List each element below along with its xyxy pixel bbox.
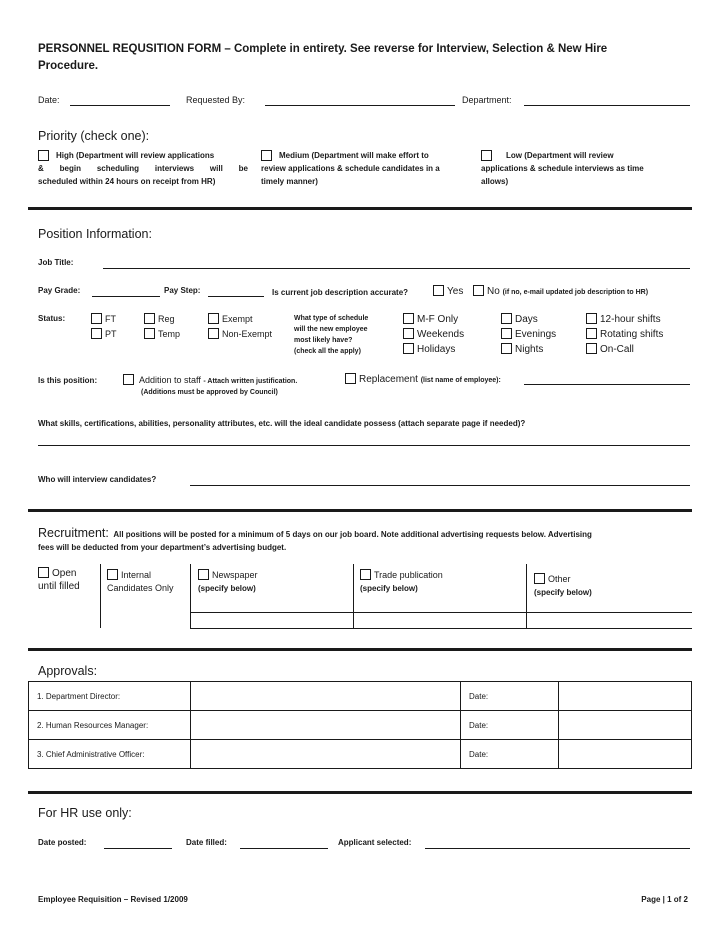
addition-note: - Attach written justification.: [203, 378, 298, 385]
replacement-option[interactable]: [345, 373, 501, 387]
recruitment-internal-checkbox[interactable]: [107, 569, 118, 580]
approval-date-label: Date:: [461, 711, 559, 740]
interviewers-field[interactable]: [190, 485, 690, 486]
this-position-label: Is this position:: [38, 376, 98, 385]
approval-role: 3. Chief Administrative Officer:: [29, 740, 191, 769]
schedule-oncall-checkbox[interactable]: [586, 343, 597, 354]
recruitment-trade-label: Trade publication: [374, 570, 443, 580]
schedule-oncall-option[interactable]: [586, 343, 634, 356]
accurate-no-checkbox[interactable]: [473, 285, 484, 296]
pay-step-label: Pay Step:: [164, 286, 201, 295]
footer-revision: Employee Requisition – Revised 1/2009: [38, 895, 188, 904]
schedule-question-line4: (check all the apply): [294, 348, 361, 355]
schedule-weekends-label: Weekends: [417, 329, 465, 340]
schedule-evenings-checkbox[interactable]: [501, 328, 512, 339]
status-temp-label: Temp: [158, 329, 181, 339]
schedule-holidays-label: Holidays: [417, 344, 456, 355]
recruitment-other-label: Other: [548, 574, 571, 584]
section-divider: [28, 207, 692, 210]
recruitment-col-divider: [100, 564, 101, 628]
priority-heading: Priority (check one):: [38, 129, 150, 143]
schedule-days-option[interactable]: [501, 313, 538, 326]
schedule-question-line3: most likely have?: [294, 337, 353, 344]
recruitment-trade-checkbox[interactable]: [360, 569, 371, 580]
status-temp-checkbox[interactable]: [144, 328, 155, 339]
priority-medium-line3: timely manner): [261, 177, 318, 186]
status-reg-option[interactable]: [144, 313, 175, 325]
page-number: Page | 1 of 2: [641, 895, 688, 904]
approval-signature-cell[interactable]: [191, 740, 461, 769]
schedule-mf-label: M-F Only: [417, 314, 459, 325]
recruitment-open-label2: until filled: [38, 581, 80, 592]
approval-row: [29, 711, 692, 740]
status-ft-option[interactable]: [91, 313, 116, 325]
accurate-yes-checkbox[interactable]: [433, 285, 444, 296]
recruitment-other-checkbox[interactable]: [534, 573, 545, 584]
section-divider: [28, 791, 692, 794]
requested-by-label: Requested By:: [186, 95, 246, 105]
approval-role: 1. Department Director:: [29, 682, 191, 711]
date-posted-field[interactable]: [104, 848, 172, 849]
accurate-yes-option[interactable]: [433, 285, 463, 298]
schedule-weekends-checkbox[interactable]: [403, 328, 414, 339]
recruitment-heading: Recruitment:: [38, 526, 109, 540]
schedule-evenings-option[interactable]: [501, 328, 556, 341]
recruitment-col-divider: [190, 564, 191, 628]
priority-medium-checkbox[interactable]: [261, 150, 272, 161]
replacement-name-field[interactable]: [524, 384, 690, 385]
schedule-holidays-option[interactable]: [403, 343, 455, 356]
schedule-rotating-checkbox[interactable]: [586, 328, 597, 339]
schedule-question-line2: will the new employee: [294, 326, 368, 333]
priority-low-line3: allows): [481, 177, 509, 186]
recruitment-col-divider: [353, 564, 354, 628]
schedule-question-line1: What type of schedule: [294, 315, 369, 322]
accurate-question: Is current job description accurate?: [272, 288, 409, 297]
section-divider: [28, 648, 692, 651]
job-title-field[interactable]: [103, 268, 690, 269]
approval-row: [29, 682, 692, 711]
status-ft-label: FT: [105, 314, 116, 324]
schedule-weekends-option[interactable]: [403, 328, 464, 341]
schedule-12hour-option[interactable]: [586, 313, 661, 326]
hr-use-heading: For HR use only:: [38, 806, 132, 820]
interview-question: Who will interview candidates?: [38, 475, 157, 484]
schedule-days-label: Days: [515, 314, 538, 325]
approval-date-cell[interactable]: [559, 682, 692, 711]
schedule-evenings-label: Evenings: [515, 329, 557, 340]
form-title-continued: Procedure.: [38, 60, 99, 72]
addition-approval-note: (Additions must be approved by Council): [141, 389, 278, 396]
priority-medium-line2: review applications & schedule candidates in a: [261, 164, 440, 173]
applicant-selected-label: Applicant selected:: [338, 838, 412, 847]
recruitment-internal-label2: Candidates Only: [107, 583, 174, 593]
date-label: Date:: [38, 95, 60, 105]
recruitment-newspaper-label: Newspaper: [212, 570, 258, 580]
approval-role: 2. Human Resources Manager:: [29, 711, 191, 740]
approval-signature-cell[interactable]: [191, 711, 461, 740]
status-exempt-checkbox[interactable]: [208, 313, 219, 324]
replacement-label: Replacement: [359, 374, 418, 385]
accurate-no-note: (if no, e-mail updated job description to HR): [502, 289, 649, 296]
recruitment-trade-label2: (specify below): [360, 584, 418, 593]
schedule-nights-checkbox[interactable]: [501, 343, 512, 354]
replacement-note: (list name of employee):: [420, 377, 501, 384]
schedule-rotating-option[interactable]: [586, 328, 663, 341]
form-title: PERSONNEL REQUSITION FORM – Complete in entirety. See reverse for Interview, Selection & New Hire: [38, 43, 608, 55]
department-field[interactable]: [524, 105, 690, 106]
skills-question: What skills, certifications, abilities, personality attributes, etc. will the ideal candidate possess (attach separate page if needed)?: [38, 419, 526, 428]
priority-low-line1: Low (Department will review: [506, 151, 614, 160]
status-pt-checkbox[interactable]: [91, 328, 102, 339]
schedule-nights-label: Nights: [515, 344, 544, 355]
approval-date-label: Date:: [461, 682, 559, 711]
requested-by-field[interactable]: [265, 105, 455, 106]
status-temp-option[interactable]: [144, 328, 180, 340]
priority-high-line1: High (Department will review applications: [56, 151, 215, 160]
status-reg-checkbox[interactable]: [144, 313, 155, 324]
status-nonexempt-option[interactable]: [208, 328, 272, 340]
priority-medium-line1: Medium (Department will make effort to: [279, 151, 429, 160]
recruitment-specify-row-top: [190, 612, 692, 613]
status-exempt-option[interactable]: [208, 313, 253, 325]
recruitment-text-line2: fees will be deducted from your department’s advertising budget.: [38, 543, 287, 552]
accurate-no-option[interactable]: [473, 285, 648, 298]
recruitment-open-checkbox[interactable]: [38, 567, 49, 578]
recruitment-open-label: Open: [52, 568, 77, 579]
pay-grade-label: Pay Grade:: [38, 286, 81, 295]
applicant-selected-field[interactable]: [425, 848, 690, 849]
priority-low-line2: applications & schedule interviews as time: [481, 164, 644, 173]
approval-date-cell[interactable]: [559, 711, 692, 740]
department-label: Department:: [462, 95, 512, 105]
recruitment-text-line1: All positions will be posted for a minimum of 5 days on our job board. Note additional advertising requests below. Advertising: [113, 530, 592, 539]
addition-option[interactable]: [123, 374, 297, 387]
status-pt-label: PT: [105, 329, 117, 339]
schedule-oncall-label: On-Call: [600, 344, 634, 355]
status-nonexempt-checkbox[interactable]: [208, 328, 219, 339]
job-title-label: Job Title:: [38, 258, 74, 267]
schedule-holidays-checkbox[interactable]: [403, 343, 414, 354]
priority-high-line3: scheduled within 24 hours on receipt from HR): [38, 177, 216, 186]
status-nonexempt-label: Non-Exempt: [222, 329, 273, 339]
approval-date-cell[interactable]: [559, 740, 692, 769]
schedule-days-checkbox[interactable]: [501, 313, 512, 324]
status-pt-option[interactable]: [91, 328, 117, 340]
approvals-table: [28, 681, 692, 769]
recruitment-internal-label: Internal: [121, 570, 152, 580]
recruitment-intro: [38, 524, 690, 542]
recruitment-other-label2: (specify below): [534, 588, 592, 597]
approval-row: [29, 740, 692, 769]
addition-label: Addition to staff: [139, 375, 201, 385]
approval-date-label: Date:: [461, 740, 559, 769]
skills-line-1[interactable]: [38, 445, 690, 446]
section-divider: [28, 509, 692, 512]
recruitment-newspaper-label2: (specify below): [198, 584, 256, 593]
schedule-rotating-label: Rotating shifts: [600, 329, 664, 340]
priority-low-checkbox[interactable]: [481, 150, 492, 161]
recruitment-specify-row-bottom: [190, 628, 692, 629]
pay-grade-field[interactable]: [92, 296, 160, 297]
status-label: Status:: [38, 314, 66, 323]
position-heading: Position Information:: [38, 227, 152, 241]
date-posted-label: Date posted:: [38, 838, 87, 847]
priority-high-line2: & begin scheduling interviews will be: [38, 164, 248, 173]
pay-step-field[interactable]: [208, 296, 264, 297]
accurate-no-label: No: [487, 286, 500, 297]
status-exempt-label: Exempt: [222, 314, 253, 324]
addition-checkbox[interactable]: [123, 374, 134, 385]
date-field[interactable]: [70, 105, 170, 106]
date-filled-label: Date filled:: [186, 838, 227, 847]
date-filled-field[interactable]: [240, 848, 328, 849]
status-reg-label: Reg: [158, 314, 175, 324]
recruitment-col-divider: [526, 564, 527, 628]
schedule-12hour-checkbox[interactable]: [586, 313, 597, 324]
priority-high-checkbox[interactable]: [38, 150, 49, 161]
schedule-mf-checkbox[interactable]: [403, 313, 414, 324]
schedule-nights-option[interactable]: [501, 343, 543, 356]
approvals-heading: Approvals:: [38, 664, 98, 678]
accurate-yes-label: Yes: [447, 286, 464, 297]
approval-signature-cell[interactable]: [191, 682, 461, 711]
recruitment-newspaper-checkbox[interactable]: [198, 569, 209, 580]
schedule-mf-option[interactable]: [403, 313, 458, 326]
replacement-checkbox[interactable]: [345, 373, 356, 384]
status-ft-checkbox[interactable]: [91, 313, 102, 324]
schedule-question: [294, 313, 368, 357]
schedule-12hour-label: 12-hour shifts: [600, 314, 661, 325]
